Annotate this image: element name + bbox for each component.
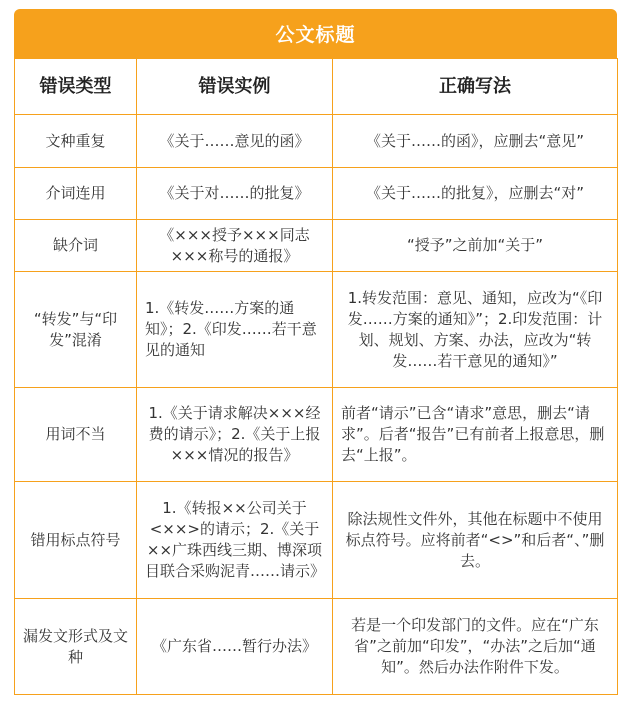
row-type: 介词连用 [15, 168, 137, 220]
row-example: 《×××授予×××同志×××称号的通报》 [137, 220, 333, 272]
row-example: 《关于……意见的函》 [137, 115, 333, 168]
row-type: “转发”与“印发”混淆 [15, 272, 137, 388]
table-row [15, 220, 618, 272]
row-correct: “授予”之前加“关于” [333, 220, 618, 272]
table-row [15, 272, 618, 388]
error-table [14, 58, 618, 695]
row-type: 文种重复 [15, 115, 137, 168]
row-correct: 除法规性文件外，其他在标题中不使用标点符号。应将前者“<>”和后者“、”删去。 [333, 482, 618, 599]
row-correct: 若是一个印发部门的文件。应在“广东省”之前加“印发”，“办法”之后加“通知”。然后办法作附件下发。 [333, 599, 618, 695]
row-type: 错用标点符号 [15, 482, 137, 599]
row-example: 《广东省……暂行办法》 [137, 599, 333, 695]
table-row [15, 168, 618, 220]
table-row [15, 482, 618, 599]
table-title: 公文标题 [14, 9, 617, 58]
row-example: 1.《转报××公司关于<××>的请示；2.《关于××广珠西线三期、博深项目联合采购泥青……请示》 [137, 482, 333, 599]
table-row [15, 599, 618, 695]
row-type: 缺介词 [15, 220, 137, 272]
row-example: 1.《关于请求解决×××经费的请示》；2.《关于上报×××情况的报告》 [137, 388, 333, 482]
row-correct: 1.转发范围：意见、通知，应改为“《印发……方案的通知》”；2.印发范围：计划、规划、方案、办法，应改为“转发……若干意见的通知》” [333, 272, 618, 388]
row-type: 漏发文形式及文种 [15, 599, 137, 695]
header-error-type: 错误类型 [15, 59, 137, 115]
header-error-example: 错误实例 [137, 59, 333, 115]
row-example: 《关于对……的批复》 [137, 168, 333, 220]
row-example: 1.《转发……方案的通知》；2.《印发……若干意见的通知 [137, 272, 333, 388]
header-correct-form: 正确写法 [333, 59, 618, 115]
row-correct: 《关于……的批复》，应删去“对” [333, 168, 618, 220]
table-row [15, 388, 618, 482]
row-correct: 《关于……的函》，应删去“意见” [333, 115, 618, 168]
row-correct: 前者“请示”已含“请求”意思，删去“请求”。后者“报告”已有前者上报意思，删去“上报”。 [333, 388, 618, 482]
row-type: 用词不当 [15, 388, 137, 482]
header-row [15, 59, 618, 115]
table-row [15, 115, 618, 168]
